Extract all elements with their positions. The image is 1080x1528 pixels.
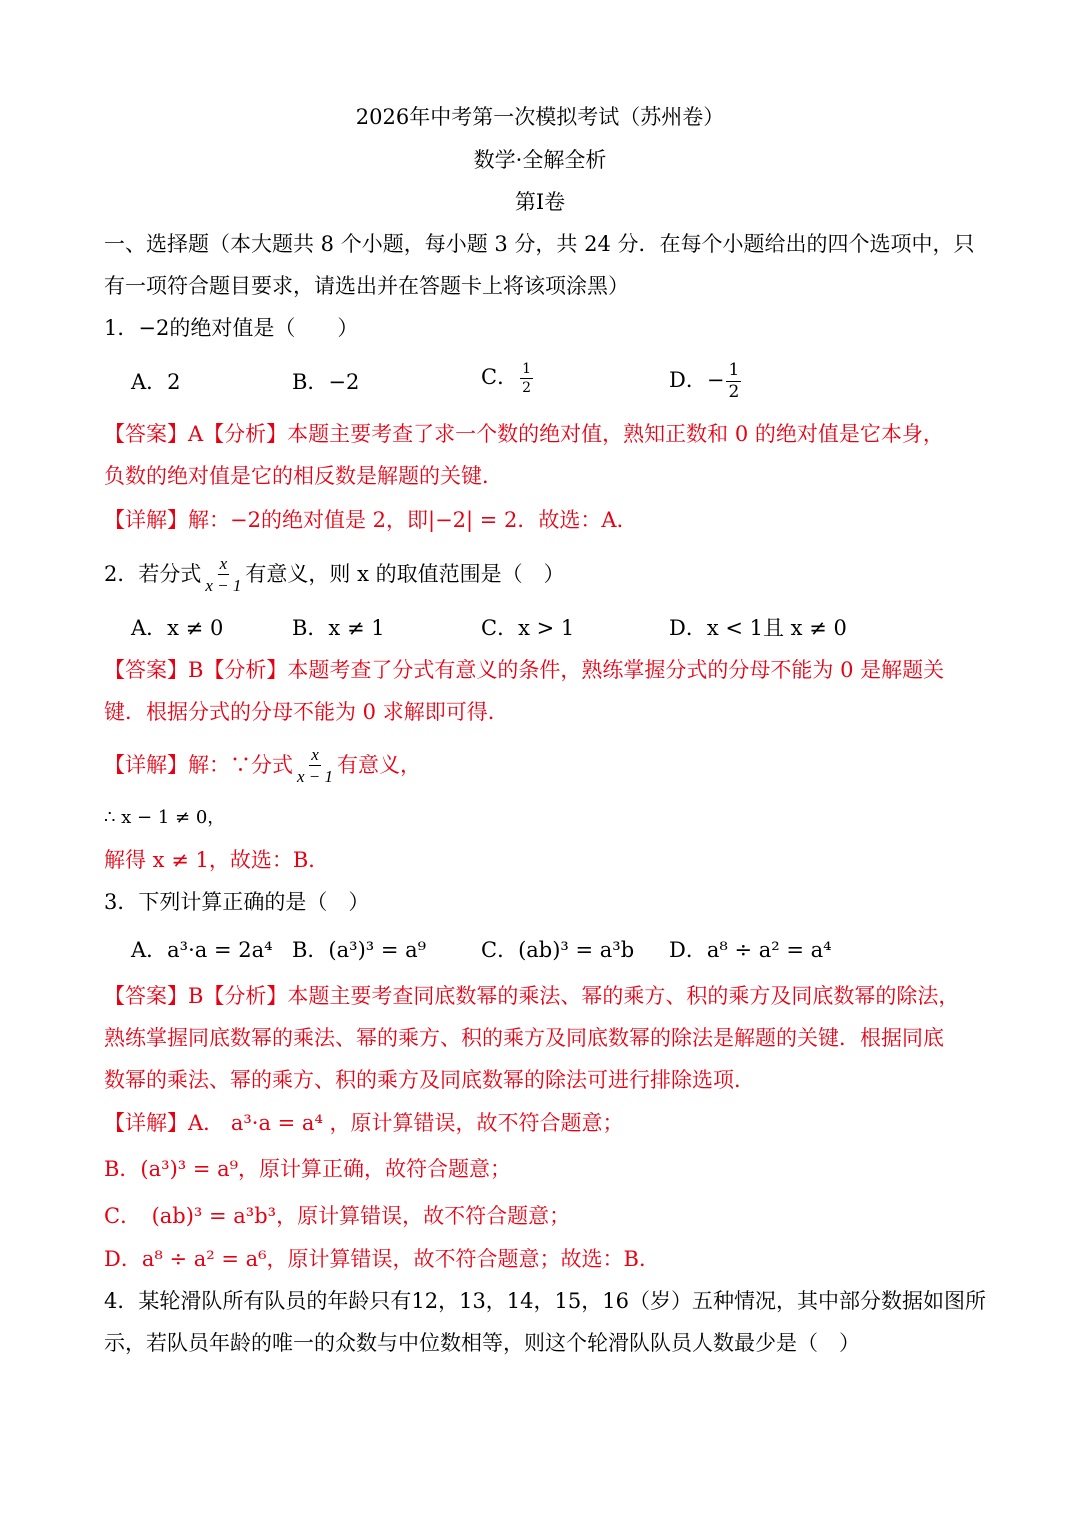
- q4-stem-line-2: 示，若队员年龄的唯一的众数与中位数相等，则这个轮滑队队员人数最少是（ ）: [104, 1331, 860, 1355]
- q4-stem-line-1: 4．某轮滑队所有队员的年龄只有12，13，14，15，16（岁）五种情况，其中部分数据如图所: [104, 1289, 986, 1313]
- document-subtitle: 数学·全解全析: [473, 148, 607, 172]
- q3-option-a: A．a³·a = 2a⁴: [131, 938, 273, 962]
- q2-detail-fraction: [295, 746, 335, 785]
- q1-option-d: [669, 362, 743, 401]
- q1-option-c-numerator: 1: [522, 361, 531, 377]
- q1-stem: 1．−2的绝对值是（ ）: [104, 316, 359, 340]
- q1-option-c: [481, 362, 535, 395]
- document-title: 2026年中考第一次模拟考试（苏州卷）: [355, 105, 725, 129]
- q3-detail-b: B．(a³)³ = a⁹，原计算正确，故符合题意；: [104, 1157, 512, 1181]
- q1-option-d-denominator: 2: [728, 382, 740, 402]
- q3-answer-line-1: 【答案】B【分析】本题主要考查同底数幂的乘法、幂的乘方、积的乘方及同底数幂的除法，: [104, 984, 960, 1008]
- q2-stem-denominator: x − 1: [205, 575, 242, 595]
- q3-option-b: B．(a³)³ = a⁹: [292, 938, 427, 962]
- q2-detail-post: 有意义，: [337, 753, 422, 777]
- q2-detail-numerator: x: [311, 744, 319, 764]
- q2-answer-line-1: 【答案】B【分析】本题考查了分式有意义的条件，熟练掌握分式的分母不能为 0 是解题关: [104, 658, 945, 682]
- section-intro-line-1: 一、选择题（本大题共 8 个小题，每小题 3 分，共 24 分．在每个小题给出的四个选项中，只: [104, 232, 975, 256]
- q1-option-c-label: C．: [481, 365, 519, 389]
- q2-detail-pre: 【详解】解：∵分式: [104, 753, 293, 777]
- q2-option-b: B．x ≠ 1: [292, 616, 385, 640]
- q2-answer-line-2: 键．根据分式的分母不能为 0 求解即可得．: [104, 700, 509, 724]
- q1-option-b: B．−2: [292, 370, 360, 394]
- q3-option-c: C．(ab)³ = a³b: [481, 938, 635, 962]
- q2-option-d: D．x < 1且 x ≠ 0: [669, 616, 847, 640]
- q1-answer-line-1: 【答案】A【分析】本题主要考查了求一个数的绝对值，熟知正数和 0 的绝对值是它本身，: [104, 422, 944, 446]
- q2-stem-numerator: x: [219, 553, 228, 573]
- q3-detail-c: C． (ab)³ = a³b³，原计算错误，故不符合题意；: [104, 1204, 571, 1228]
- q2-option-c: C．x > 1: [481, 616, 575, 640]
- q1-option-d-label: D．−: [669, 368, 725, 392]
- q1-option-d-numerator: 1: [728, 360, 740, 380]
- q2-stem-post: 有意义，则 x 的取值范围是（ ）: [245, 562, 565, 586]
- q1-option-c-denominator: 2: [522, 380, 531, 396]
- q1-detail: 【详解】解：−2的绝对值是 2，即|−2| = 2．故选：A．: [104, 508, 638, 532]
- q2-stem-pre: 2．若分式: [104, 562, 202, 586]
- q3-stem: 3．下列计算正确的是（ ）: [104, 890, 370, 914]
- q2-detail: [104, 743, 421, 787]
- q3-option-d: D．a⁸ ÷ a² = a⁴: [669, 938, 832, 962]
- q3-detail-a: 【详解】A． a³·a = a⁴ ，原计算错误，故不符合题意；: [104, 1111, 624, 1135]
- q2-option-a: A．x ≠ 0: [131, 616, 224, 640]
- q2-therefore: ∴ x − 1 ≠ 0，: [104, 807, 226, 828]
- section-intro-line-2: 有一项符合题目要求，请选出并在答题卡上将该项涂黑）: [104, 274, 629, 298]
- q2-stem-fraction: [203, 555, 243, 594]
- q1-option-a: A．2: [131, 370, 181, 394]
- q3-answer-line-2: 熟练掌握同底数幂的乘法、幂的乘方、积的乘方及同底数幂的除法是解题的关键．根据同底: [104, 1026, 944, 1050]
- q2-detail-denominator: x − 1: [297, 766, 334, 786]
- q3-answer-line-3: 数幂的乘法、幂的乘方、积的乘方及同底数幂的除法可进行排除选项．: [104, 1068, 755, 1092]
- q1-option-c-fraction: [520, 362, 533, 395]
- q2-stem: [104, 552, 565, 596]
- volume-heading: 第Ⅰ卷: [514, 190, 566, 214]
- q1-option-d-fraction: [726, 362, 741, 401]
- q2-solve: 解得 x ≠ 1，故选：B．: [104, 848, 330, 872]
- q1-answer-line-2: 负数的绝对值是它的相反数是解题的关键．: [104, 464, 503, 488]
- q3-detail-d: D．a⁸ ÷ a² = a⁶，原计算错误，故不符合题意；故选：B．: [104, 1247, 660, 1271]
